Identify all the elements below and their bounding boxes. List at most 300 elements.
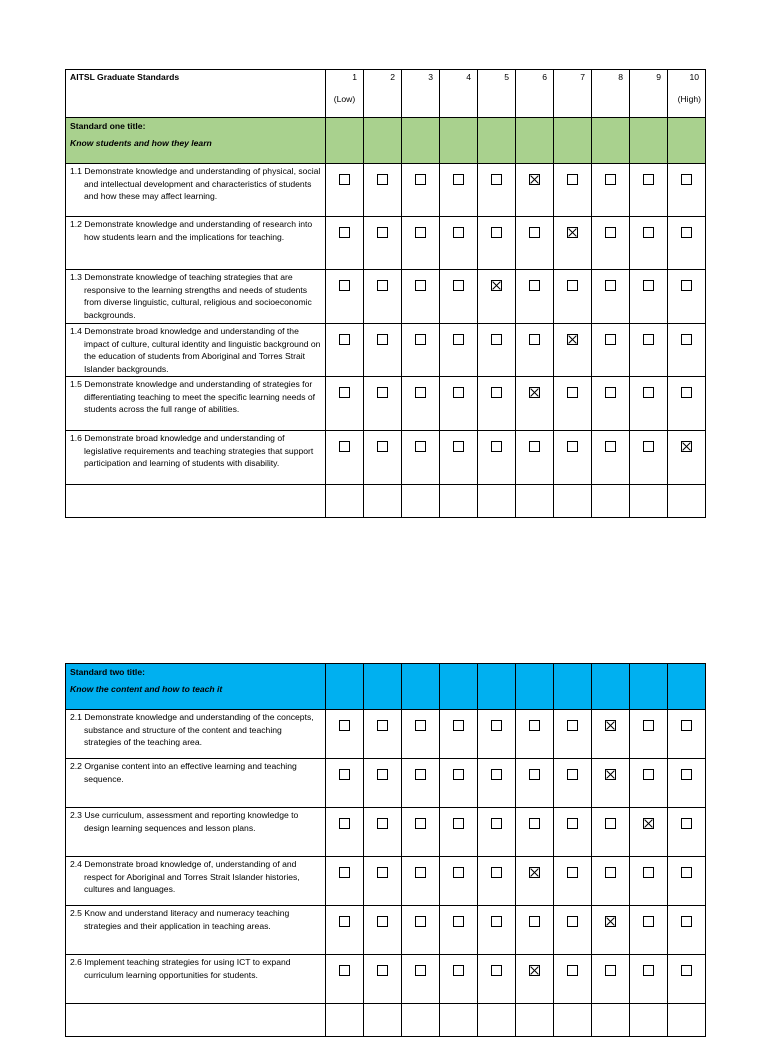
- checked-checkbox[interactable]: [529, 867, 540, 878]
- band-cell: [554, 664, 592, 710]
- rating-cell-9: [630, 759, 668, 808]
- checkbox[interactable]: [681, 916, 692, 927]
- checkbox[interactable]: [643, 334, 654, 345]
- checkbox[interactable]: [339, 818, 350, 829]
- rating-cell-9: [630, 324, 668, 377]
- checkbox[interactable]: [529, 441, 540, 452]
- checkbox[interactable]: [415, 387, 426, 398]
- standard-item-text: [66, 857, 326, 906]
- checkbox[interactable]: [377, 441, 388, 452]
- rating-cell-8: [592, 324, 630, 377]
- standard-item-text: [66, 808, 326, 857]
- rating-cell-8: [592, 710, 630, 759]
- rating-cell-2: [364, 857, 402, 906]
- checkbox[interactable]: [605, 387, 616, 398]
- rating-cell-3: [402, 431, 440, 485]
- checkbox[interactable]: [681, 334, 692, 345]
- rating-cell-4: [440, 857, 478, 906]
- scale-number: 8: [618, 72, 623, 82]
- rating-cell-1: [326, 955, 364, 1004]
- empty-cell: [364, 1004, 402, 1037]
- empty-cell: [630, 1004, 668, 1037]
- checkbox[interactable]: [377, 818, 388, 829]
- checkbox[interactable]: [605, 174, 616, 185]
- empty-cell: [668, 485, 706, 518]
- rating-cell-4: [440, 808, 478, 857]
- checked-checkbox[interactable]: [643, 818, 654, 829]
- checkbox[interactable]: [415, 227, 426, 238]
- rating-cell-6: [516, 270, 554, 324]
- item-label: 2.1 Demonstrate knowledge and understanding of the concepts, substance and structure of the content and teaching strategies of the teaching area.: [70, 712, 314, 748]
- checkbox[interactable]: [643, 769, 654, 780]
- table-row: [66, 808, 706, 857]
- checkbox[interactable]: [453, 174, 464, 185]
- rating-cell-8: [592, 217, 630, 270]
- checkbox[interactable]: [339, 769, 350, 780]
- rating-cell-7: [554, 377, 592, 431]
- scale-number: 6: [542, 72, 547, 82]
- band-cell: [516, 118, 554, 164]
- empty-cell: [554, 1004, 592, 1037]
- rating-cell-1: [326, 759, 364, 808]
- rating-cell-3: [402, 217, 440, 270]
- checkbox[interactable]: [377, 227, 388, 238]
- checkbox[interactable]: [377, 916, 388, 927]
- rating-cell-6: [516, 857, 554, 906]
- checkbox[interactable]: [643, 280, 654, 291]
- rating-cell-8: [592, 808, 630, 857]
- checkbox[interactable]: [605, 818, 616, 829]
- checkbox[interactable]: [453, 387, 464, 398]
- standard-item-text: [66, 270, 326, 324]
- low-label: (Low): [333, 93, 356, 104]
- rating-cell-7: [554, 759, 592, 808]
- checkbox[interactable]: [453, 965, 464, 976]
- rating-cell-1: [326, 906, 364, 955]
- empty-cell: [326, 485, 364, 518]
- band-cell: [402, 664, 440, 710]
- rating-cell-1: [326, 270, 364, 324]
- checkbox[interactable]: [453, 280, 464, 291]
- checkbox[interactable]: [339, 720, 350, 731]
- rating-cell-9: [630, 808, 668, 857]
- checkbox[interactable]: [605, 280, 616, 291]
- checkbox[interactable]: [453, 867, 464, 878]
- rating-cell-4: [440, 431, 478, 485]
- rating-cell-4: [440, 710, 478, 759]
- rating-cell-3: [402, 906, 440, 955]
- rating-cell-9: [630, 955, 668, 1004]
- checkbox[interactable]: [453, 818, 464, 829]
- band-cell: [402, 118, 440, 164]
- scale-header-5: [478, 70, 516, 118]
- checkbox[interactable]: [377, 720, 388, 731]
- checkbox[interactable]: [643, 441, 654, 452]
- checkbox[interactable]: [377, 174, 388, 185]
- empty-cell: [478, 1004, 516, 1037]
- table-title: AITSL Graduate Standards: [66, 70, 326, 118]
- checkbox[interactable]: [339, 334, 350, 345]
- rating-cell-7: [554, 710, 592, 759]
- standard1-title-row: [66, 118, 706, 164]
- rating-cell-6: [516, 217, 554, 270]
- checkbox[interactable]: [453, 769, 464, 780]
- checkbox[interactable]: [567, 174, 578, 185]
- table-row: [66, 759, 706, 808]
- rating-cell-10: [668, 808, 706, 857]
- checkbox[interactable]: [643, 720, 654, 731]
- scale-number: 5: [504, 72, 509, 82]
- rating-cell-6: [516, 710, 554, 759]
- checked-checkbox[interactable]: [567, 334, 578, 345]
- rating-cell-2: [364, 164, 402, 217]
- rating-cell-2: [364, 759, 402, 808]
- checkbox[interactable]: [491, 867, 502, 878]
- rating-cell-6: [516, 431, 554, 485]
- item-label: 1.1 Demonstrate knowledge and understanding of physical, social and intellectual development and characteristics of students and how these may affect learning.: [70, 166, 321, 202]
- item-label: 2.2 Organise content into an effective learning and teaching sequence.: [70, 761, 297, 784]
- empty-cell: [478, 485, 516, 518]
- checkbox[interactable]: [377, 280, 388, 291]
- checkbox[interactable]: [567, 720, 578, 731]
- checkbox[interactable]: [681, 867, 692, 878]
- checkbox[interactable]: [377, 334, 388, 345]
- checkbox[interactable]: [567, 387, 578, 398]
- standard-item-text: [66, 431, 326, 485]
- checkbox[interactable]: [377, 387, 388, 398]
- checkbox[interactable]: [567, 916, 578, 927]
- checkbox[interactable]: [415, 280, 426, 291]
- rating-cell-5: [478, 377, 516, 431]
- empty-cell: [66, 1004, 326, 1037]
- rating-cell-10: [668, 431, 706, 485]
- checkbox[interactable]: [453, 916, 464, 927]
- checkbox[interactable]: [643, 227, 654, 238]
- scale-number: 4: [466, 72, 471, 82]
- rating-cell-9: [630, 906, 668, 955]
- rating-cell-2: [364, 710, 402, 759]
- checkbox[interactable]: [415, 174, 426, 185]
- checkbox[interactable]: [681, 227, 692, 238]
- rating-cell-3: [402, 710, 440, 759]
- checkbox[interactable]: [491, 916, 502, 927]
- empty-cell: [402, 485, 440, 518]
- rating-cell-6: [516, 955, 554, 1004]
- checked-checkbox[interactable]: [605, 720, 616, 731]
- checkbox[interactable]: [605, 227, 616, 238]
- checked-checkbox[interactable]: [681, 441, 692, 452]
- checkbox[interactable]: [681, 174, 692, 185]
- band-cell: [326, 118, 364, 164]
- scale-number: 9: [656, 72, 661, 82]
- checkbox[interactable]: [643, 867, 654, 878]
- rating-cell-8: [592, 857, 630, 906]
- checkbox[interactable]: [453, 227, 464, 238]
- standard-one-table: [65, 69, 706, 518]
- scale-number: 7: [580, 72, 585, 82]
- rating-cell-7: [554, 164, 592, 217]
- header-row: [66, 70, 706, 118]
- table-row: [66, 324, 706, 377]
- standard-title-text: Know the content and how to teach it: [70, 683, 223, 694]
- rating-cell-9: [630, 710, 668, 759]
- rating-cell-5: [478, 808, 516, 857]
- checkbox[interactable]: [339, 280, 350, 291]
- band-cell: [630, 664, 668, 710]
- checkbox[interactable]: [491, 720, 502, 731]
- rating-cell-10: [668, 217, 706, 270]
- rating-cell-1: [326, 431, 364, 485]
- rating-cell-6: [516, 324, 554, 377]
- rating-cell-1: [326, 857, 364, 906]
- band-cell: [364, 118, 402, 164]
- rating-cell-3: [402, 324, 440, 377]
- checkbox[interactable]: [681, 720, 692, 731]
- rating-cell-3: [402, 808, 440, 857]
- item-label: 2.5 Know and understand literacy and numeracy teaching strategies and their application in teaching areas.: [70, 908, 290, 931]
- checkbox[interactable]: [491, 441, 502, 452]
- scale-header-2: [364, 70, 402, 118]
- empty-cell: [516, 1004, 554, 1037]
- table-row: [66, 217, 706, 270]
- checkbox[interactable]: [453, 334, 464, 345]
- rating-cell-10: [668, 324, 706, 377]
- standard-item-text: [66, 217, 326, 270]
- item-label: 2.3 Use curriculum, assessment and reporting knowledge to design learning sequences and lesson plans.: [70, 810, 299, 833]
- rating-cell-2: [364, 377, 402, 431]
- checkbox[interactable]: [529, 818, 540, 829]
- checkbox[interactable]: [491, 965, 502, 976]
- standard-item-text: [66, 377, 326, 431]
- rating-cell-8: [592, 377, 630, 431]
- item-label: 1.2 Demonstrate knowledge and understanding of research into how students learn and the implications for teaching.: [70, 219, 313, 242]
- empty-cell: [440, 1004, 478, 1037]
- checkbox[interactable]: [605, 867, 616, 878]
- checkbox[interactable]: [567, 965, 578, 976]
- checkbox[interactable]: [415, 769, 426, 780]
- rating-cell-2: [364, 906, 402, 955]
- rating-cell-8: [592, 164, 630, 217]
- checkbox[interactable]: [491, 387, 502, 398]
- rating-cell-5: [478, 710, 516, 759]
- rating-cell-7: [554, 217, 592, 270]
- rating-cell-4: [440, 270, 478, 324]
- rating-cell-2: [364, 955, 402, 1004]
- standard-item-text: [66, 906, 326, 955]
- rating-cell-2: [364, 324, 402, 377]
- checkbox[interactable]: [415, 334, 426, 345]
- band-cell: [478, 664, 516, 710]
- empty-cell: [402, 1004, 440, 1037]
- band-cell: [478, 118, 516, 164]
- checkbox[interactable]: [643, 916, 654, 927]
- checkbox[interactable]: [415, 720, 426, 731]
- checkbox[interactable]: [339, 441, 350, 452]
- rating-cell-9: [630, 270, 668, 324]
- checked-checkbox[interactable]: [529, 387, 540, 398]
- scale-header-4: [440, 70, 478, 118]
- rating-cell-3: [402, 164, 440, 217]
- checkbox[interactable]: [529, 916, 540, 927]
- checkbox[interactable]: [339, 916, 350, 927]
- checked-checkbox[interactable]: [605, 769, 616, 780]
- checkbox[interactable]: [643, 174, 654, 185]
- rating-cell-10: [668, 857, 706, 906]
- band-cell: [554, 118, 592, 164]
- checkbox[interactable]: [491, 334, 502, 345]
- rating-cell-9: [630, 377, 668, 431]
- rating-cell-10: [668, 164, 706, 217]
- rating-cell-4: [440, 906, 478, 955]
- rating-cell-8: [592, 906, 630, 955]
- checkbox[interactable]: [377, 769, 388, 780]
- standard1-title: [66, 118, 326, 164]
- checkbox[interactable]: [567, 769, 578, 780]
- checkbox[interactable]: [491, 227, 502, 238]
- checkbox[interactable]: [377, 867, 388, 878]
- checkbox[interactable]: [415, 441, 426, 452]
- rating-cell-2: [364, 431, 402, 485]
- empty-cell: [326, 1004, 364, 1037]
- standard-item-text: [66, 164, 326, 217]
- rating-cell-1: [326, 164, 364, 217]
- rating-cell-3: [402, 759, 440, 808]
- empty-row: [66, 1004, 706, 1037]
- rating-cell-8: [592, 431, 630, 485]
- checkbox[interactable]: [415, 965, 426, 976]
- checkbox[interactable]: [529, 334, 540, 345]
- checkbox[interactable]: [377, 965, 388, 976]
- standard2-title-row: [66, 664, 706, 710]
- rating-cell-8: [592, 270, 630, 324]
- checkbox[interactable]: [453, 441, 464, 452]
- scale-header-9: [630, 70, 668, 118]
- rating-cell-3: [402, 377, 440, 431]
- rating-cell-4: [440, 377, 478, 431]
- item-label: 1.5 Demonstrate knowledge and understanding of strategies for differentiating teaching to meet the specific learning needs of students across the full range of abilities.: [70, 379, 316, 415]
- checkbox[interactable]: [339, 227, 350, 238]
- standard-title-text: Know students and how they learn: [70, 137, 212, 148]
- rating-cell-6: [516, 808, 554, 857]
- checked-checkbox[interactable]: [567, 227, 578, 238]
- checkbox[interactable]: [643, 387, 654, 398]
- rating-cell-6: [516, 377, 554, 431]
- checkbox[interactable]: [567, 867, 578, 878]
- empty-cell: [592, 1004, 630, 1037]
- empty-cell: [592, 485, 630, 518]
- rating-cell-1: [326, 710, 364, 759]
- checkbox[interactable]: [339, 965, 350, 976]
- checkbox[interactable]: [681, 769, 692, 780]
- checked-checkbox[interactable]: [529, 174, 540, 185]
- empty-cell: [554, 485, 592, 518]
- table-row: [66, 710, 706, 759]
- checkbox[interactable]: [681, 280, 692, 291]
- item-label: 2.4 Demonstrate broad knowledge of, understanding of and respect for Aboriginal and Torres Strait Islander histories, cultures and languages.: [70, 859, 300, 895]
- rating-cell-4: [440, 324, 478, 377]
- rating-cell-10: [668, 906, 706, 955]
- rating-cell-10: [668, 759, 706, 808]
- checkbox[interactable]: [491, 769, 502, 780]
- rating-cell-5: [478, 324, 516, 377]
- rating-cell-1: [326, 217, 364, 270]
- rating-cell-4: [440, 955, 478, 1004]
- checkbox[interactable]: [415, 867, 426, 878]
- checkbox[interactable]: [529, 769, 540, 780]
- scale-header-1: [326, 70, 364, 118]
- item-label: 1.3 Demonstrate knowledge of teaching strategies that are responsive to the learning strengths and needs of students from diverse linguistic, cultural, religious and socioeconomic backgrounds.: [70, 272, 312, 320]
- checkbox[interactable]: [339, 387, 350, 398]
- rating-cell-2: [364, 270, 402, 324]
- band-cell: [630, 118, 668, 164]
- checkbox[interactable]: [529, 280, 540, 291]
- rating-cell-10: [668, 955, 706, 1004]
- checkbox[interactable]: [605, 965, 616, 976]
- checkbox[interactable]: [567, 441, 578, 452]
- band-cell: [440, 118, 478, 164]
- checkbox[interactable]: [681, 818, 692, 829]
- empty-row: [66, 485, 706, 518]
- checkbox[interactable]: [339, 867, 350, 878]
- checkbox[interactable]: [491, 818, 502, 829]
- checked-checkbox[interactable]: [529, 965, 540, 976]
- scale-header-3: [402, 70, 440, 118]
- rating-cell-5: [478, 906, 516, 955]
- standard2-title: [66, 664, 326, 710]
- band-cell: [592, 664, 630, 710]
- scale-header-6: [516, 70, 554, 118]
- checkbox[interactable]: [567, 818, 578, 829]
- rating-cell-5: [478, 857, 516, 906]
- rating-cell-7: [554, 808, 592, 857]
- checkbox[interactable]: [681, 965, 692, 976]
- scale-number: 1: [352, 72, 357, 82]
- rating-cell-4: [440, 759, 478, 808]
- table-row: [66, 377, 706, 431]
- rating-cell-9: [630, 431, 668, 485]
- rating-cell-9: [630, 164, 668, 217]
- rating-cell-5: [478, 270, 516, 324]
- rating-cell-3: [402, 270, 440, 324]
- checkbox[interactable]: [605, 441, 616, 452]
- rating-cell-6: [516, 906, 554, 955]
- checkbox[interactable]: [415, 818, 426, 829]
- checkbox[interactable]: [529, 720, 540, 731]
- checkbox[interactable]: [415, 916, 426, 927]
- rating-cell-7: [554, 324, 592, 377]
- checkbox[interactable]: [605, 334, 616, 345]
- empty-cell: [364, 485, 402, 518]
- checkbox[interactable]: [339, 174, 350, 185]
- rating-cell-7: [554, 270, 592, 324]
- band-cell: [440, 664, 478, 710]
- rating-cell-2: [364, 217, 402, 270]
- rating-cell-5: [478, 955, 516, 1004]
- checked-checkbox[interactable]: [605, 916, 616, 927]
- checked-checkbox[interactable]: [491, 280, 502, 291]
- standard-two-table: [65, 663, 706, 1037]
- checkbox[interactable]: [681, 387, 692, 398]
- checkbox[interactable]: [529, 227, 540, 238]
- checkbox[interactable]: [453, 720, 464, 731]
- band-cell: [668, 664, 706, 710]
- band-cell: [592, 118, 630, 164]
- rating-cell-5: [478, 759, 516, 808]
- checkbox[interactable]: [491, 174, 502, 185]
- checkbox[interactable]: [643, 965, 654, 976]
- checkbox[interactable]: [567, 280, 578, 291]
- empty-cell: [668, 1004, 706, 1037]
